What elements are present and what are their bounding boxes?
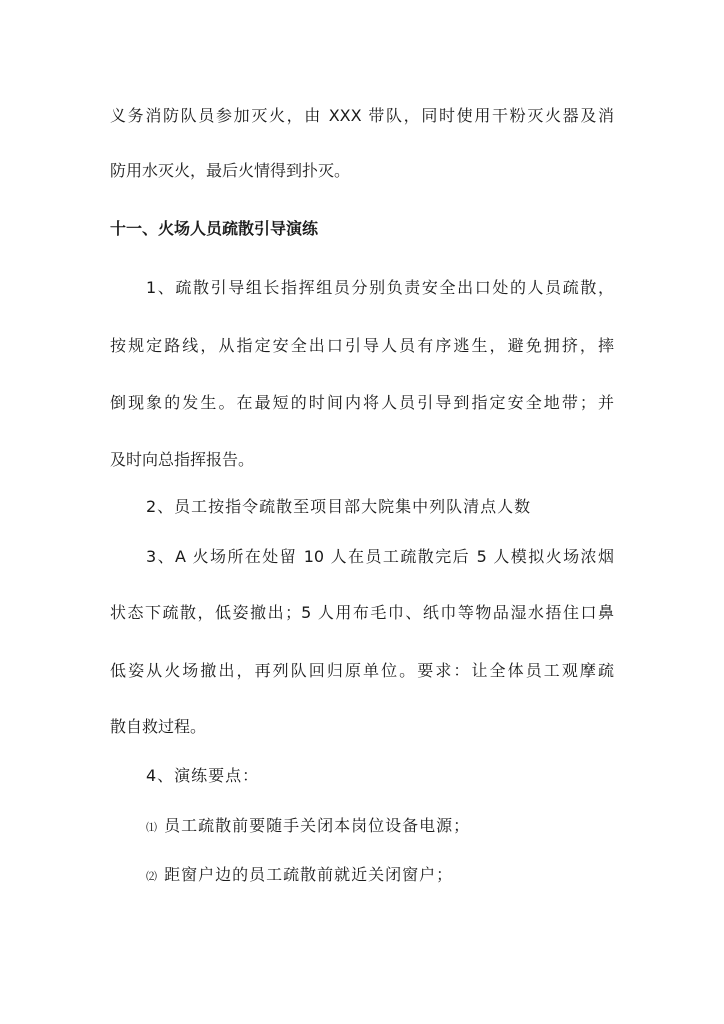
point-1-text: 员工疏散前要随手关闭本岗位设备电源； bbox=[164, 816, 471, 835]
point-2 bbox=[146, 864, 614, 888]
item2: 2、员工按指令疏散至项目部大院集中列队清点人数 bbox=[146, 497, 532, 516]
point-2-text: 距窗户边的员工疏散前就近关闭窗户； bbox=[164, 865, 454, 884]
item1-line-3: 倒现象的发生。在最短的时间内将人员引导到指定安全地带；并 bbox=[110, 393, 614, 412]
item1-line-2: 按规定路线，从指定安全出口引导人员有序逃生，避免拥挤，摔 bbox=[110, 336, 614, 355]
section-heading: 十一、火场人员疏散引导演练 bbox=[110, 219, 319, 238]
item3-line-4: 散自救过程。 bbox=[110, 717, 207, 736]
point-1-marker: ⑴ bbox=[146, 821, 158, 834]
item4: 4、演练要点： bbox=[146, 766, 260, 785]
intro-line-2: 防用水灭火，最后火情得到扑灭。 bbox=[110, 161, 351, 180]
item3-line-2: 状态下疏散，低姿撤出；5 人用布毛巾、纸巾等物品湿水捂住口鼻 bbox=[110, 603, 614, 622]
point-2-marker: ⑵ bbox=[146, 870, 158, 883]
item1-line-1: 1、疏散引导组长指挥组员分别负责安全出口处的人员疏散， bbox=[146, 278, 614, 297]
intro-line-1: 义务消防队员参加灭火，由 XXX 带队，同时使用干粉灭火器及消 bbox=[110, 106, 614, 125]
item1-line-4: 及时向总指挥报告。 bbox=[110, 450, 255, 469]
item3-line-1: 3、A 火场所在处留 10 人在员工疏散完后 5 人模拟火场浓烟 bbox=[146, 547, 614, 566]
point-1 bbox=[146, 815, 614, 839]
item3-line-3: 低姿从火场撤出，再列队回归原单位。要求：让全体员工观摩疏 bbox=[110, 661, 614, 680]
